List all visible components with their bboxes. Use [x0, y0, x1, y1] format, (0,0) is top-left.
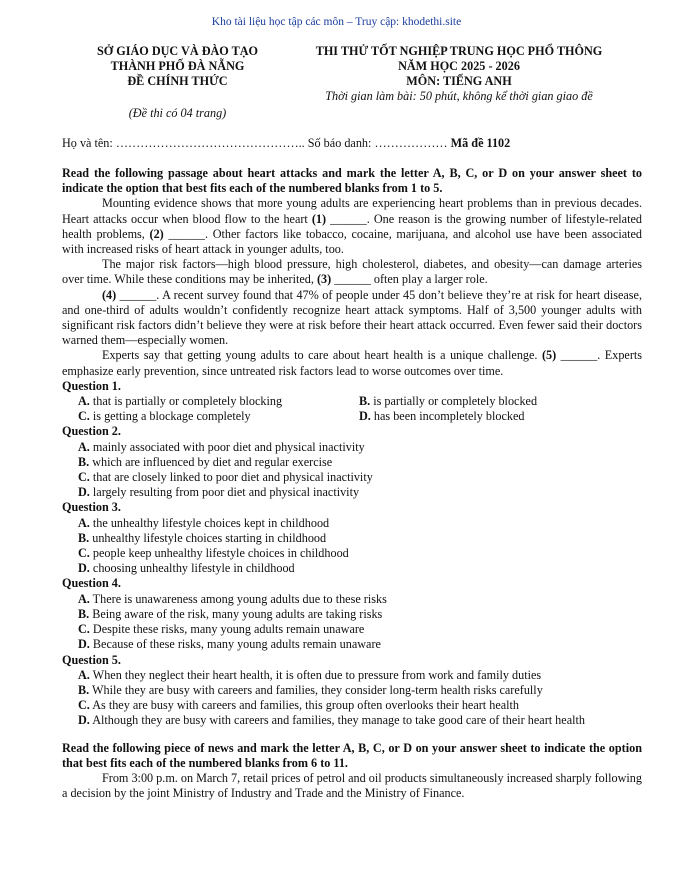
school-year: NĂM HỌC 2025 - 2026: [398, 59, 520, 73]
passage-text: The major risk factors—high blood pressure, high cholesterol, diabetes, and obesity—can damage arteries over time. While these conditions may be inherited,: [62, 257, 642, 287]
blank-1: (1): [311, 211, 327, 226]
exam-title: THI THỬ TỐT NGHIỆP TRUNG HỌC PHỔ THÔNG: [315, 44, 603, 58]
option-letter: D.: [78, 713, 90, 728]
section-gap: [62, 729, 642, 741]
city-name: THÀNH PHỐ ĐÀ NẴNG: [110, 59, 245, 73]
option-text: When they neglect their heart health, it is often due to pressure from work and family duties: [89, 667, 542, 682]
time-note: Thời gian làm bài: 50 phút, không kể thời gian giao đề: [325, 89, 593, 103]
option-text: choosing unhealthy lifestyle in childhood: [89, 561, 295, 576]
option-text: which are influenced by diet and regular exercise: [89, 454, 333, 469]
passage-text: Experts say that getting young adults to care about heart health is a unique challenge.: [102, 348, 542, 363]
question-1: [62, 379, 642, 425]
option-letter: C.: [78, 546, 90, 561]
option-text: largely resulting from poor diet and physical inactivity: [89, 485, 360, 500]
passage-paragraph-2: [62, 257, 642, 287]
passage-text: ______. A recent survey found that 47% of people under 45 don’t believe they’re at risk for heart disease, and one-third of adults wouldn’t confidently recognize heart attack symptoms. Half of 3,500 younger adults with significant risk factors didn’t believe they were at risk before their heart attack occurred. Even fewer said their doctors warned them—especially women.: [62, 287, 642, 348]
passage-text: ______ often play a larger role.: [331, 272, 488, 287]
option-text: There is unawareness among young adults due to these risks: [89, 591, 387, 606]
option-letter: C.: [78, 409, 90, 424]
exam-code: Mã đề 1102: [450, 136, 511, 150]
option-a[interactable]: [78, 394, 359, 409]
option-b[interactable]: [62, 531, 642, 546]
section1-instruction: Read the following passage about heart attacks and mark the letter A, B, C, or D on your answer sheet to indicate the option that best fits each of the numbered blanks from 1 to 5.: [62, 166, 642, 196]
question-5: [62, 653, 642, 729]
option-letter: A.: [78, 591, 90, 606]
top-link[interactable]: Kho tài liệu học tập các môn – Truy cập: khodethi.site: [211, 16, 462, 28]
option-text: Being aware of the risk, many young adults are taking risks: [89, 606, 383, 621]
option-letter: B.: [78, 606, 90, 621]
option-letter: D.: [78, 637, 90, 652]
option-c[interactable]: [62, 470, 642, 485]
option-text: Because of these risks, many young adults remain unaware: [89, 637, 381, 652]
official-label: ĐỀ CHÍNH THỨC: [127, 74, 228, 88]
section2-instruction: Read the following piece of news and mark the letter A, B, C, or D on your answer sheet to indicate the option that best fits each of the numbered blanks from 6 to 11.: [62, 740, 642, 770]
option-text: people keep unhealthy lifestyle choices in childhood: [89, 546, 349, 561]
department-name: SỞ GIÁO DỤC VÀ ĐÀO TẠO: [96, 44, 259, 58]
passage-text: Mounting evidence shows that more young adults are experiencing heart problems than in previous decades. Heart attacks occur when blood flow to the heart: [62, 196, 642, 226]
option-d[interactable]: [62, 713, 642, 728]
option-d[interactable]: [62, 561, 642, 576]
option-text: is getting a blockage completely: [89, 409, 251, 424]
passage-paragraph-1: [62, 196, 642, 257]
header-left: [60, 44, 295, 89]
question-3: [62, 500, 642, 576]
question-title: Question 1.: [62, 378, 121, 393]
option-c[interactable]: [62, 622, 642, 637]
candidate-fields: Họ và tên: ……………………………………….. Số báo danh: ………………: [62, 136, 451, 150]
option-letter: A.: [78, 394, 90, 409]
option-letter: C.: [78, 622, 90, 637]
option-text: that are closely linked to poor diet and physical inactivity: [89, 470, 373, 485]
option-row: [62, 394, 642, 409]
blank-2: (2): [149, 226, 164, 241]
question-title: Question 3.: [62, 500, 121, 515]
passage-text: ______. Other factors like tobacco, cocaine, marijuana, and alcohol use have been associated with increased risks of heart attack in younger adults, too.: [62, 226, 643, 257]
option-letter: C.: [78, 470, 90, 485]
option-text: that is partially or completely blocking: [89, 394, 283, 409]
option-a[interactable]: [62, 440, 642, 455]
option-d[interactable]: [62, 485, 642, 500]
passage-text: ______. Experts emphasize early prevention, since untreated risk factors lead to worse outcomes over time.: [62, 348, 643, 378]
option-text: has been incompletely blocked: [370, 409, 525, 424]
passage-paragraph-3: [62, 288, 642, 349]
option-text: Although they are busy with careers and families, they manage to take good care of their heart health: [89, 713, 585, 728]
option-letter: C.: [78, 698, 90, 713]
blank-4: (4): [102, 287, 117, 302]
option-letter: D.: [78, 485, 90, 500]
question-title: Question 4.: [62, 576, 121, 591]
option-text: While they are busy with careers and families, they consider long-term health risks carefully: [89, 682, 543, 697]
question-title: Question 2.: [62, 424, 121, 439]
option-letter: B.: [78, 454, 90, 469]
candidate-info-line: [62, 136, 622, 151]
option-text: is partially or completely blocked: [370, 394, 538, 409]
option-c[interactable]: [62, 546, 642, 561]
blank-3: (3): [316, 272, 332, 287]
blank-5: (5): [541, 348, 557, 363]
option-letter: B.: [359, 394, 371, 409]
passage-paragraph-4: [62, 348, 642, 378]
option-a[interactable]: [62, 592, 642, 607]
question-title: Question 5.: [62, 652, 121, 667]
option-a[interactable]: [62, 668, 642, 683]
question-4: [62, 576, 642, 652]
option-b[interactable]: [62, 683, 642, 698]
option-text: the unhealthy lifestyle choices kept in childhood: [89, 515, 330, 530]
option-d[interactable]: [359, 409, 640, 424]
option-d[interactable]: [62, 637, 642, 652]
exam-body: [62, 166, 642, 801]
option-a[interactable]: [62, 516, 642, 531]
option-b[interactable]: [62, 455, 642, 470]
option-c[interactable]: [62, 698, 642, 713]
option-letter: B.: [78, 682, 90, 697]
option-letter: A.: [78, 515, 90, 530]
option-letter: A.: [78, 667, 90, 682]
option-text: mainly associated with poor diet and physical inactivity: [89, 439, 365, 454]
subject: MÔN: TIẾNG ANH: [406, 74, 512, 88]
question-2: [62, 424, 642, 500]
option-row: [62, 409, 642, 424]
option-letter: B.: [78, 530, 90, 545]
header-right: [300, 44, 618, 104]
option-letter: A.: [78, 439, 90, 454]
option-text: As they are busy with careers and families, this group often overlooks their heart health: [89, 698, 520, 713]
option-c[interactable]: [78, 409, 359, 424]
option-text: unhealthy lifestyle choices starting in childhood: [89, 530, 327, 545]
option-b[interactable]: [62, 607, 642, 622]
news-paragraph-1: From 3:00 p.m. on March 7, retail prices of petrol and oil products simultaneously increased sharply following a decision by the joint Ministry of Industry and Trade and the Ministry of Finance.: [62, 770, 642, 801]
option-b[interactable]: [359, 394, 640, 409]
option-letter: D.: [359, 409, 371, 424]
passage-text: ______. One reason is the growing number of lifestyle-related health problems,: [62, 211, 642, 241]
pages-note: (Đề thi có 04 trang): [128, 106, 227, 120]
option-letter: D.: [78, 561, 90, 576]
option-text: Despite these risks, many young adults remain unaware: [89, 622, 365, 637]
